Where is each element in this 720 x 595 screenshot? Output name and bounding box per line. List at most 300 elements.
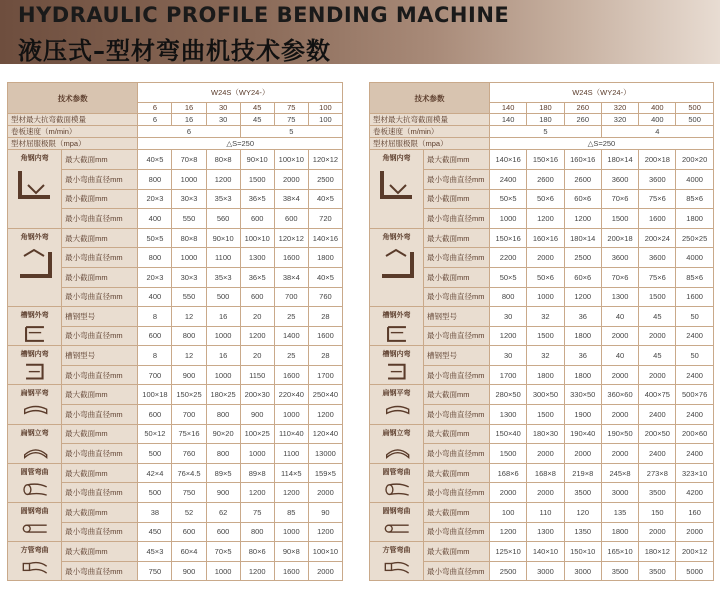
yield-value: △S=250 [138, 138, 343, 150]
section-cell [370, 424, 424, 463]
cell-value: 1000 [206, 365, 240, 385]
row-label: 最小弯曲直径mm [424, 248, 490, 268]
cell-value: 75×6 [639, 267, 676, 287]
square-tube-icon [376, 558, 418, 580]
section-cell [370, 307, 424, 346]
cell-value: 180×30 [527, 424, 564, 444]
row-label: 最小弯曲直径mm [62, 365, 138, 385]
cell-value: 1600 [274, 365, 308, 385]
section-title: 扁钢立弯 [382, 429, 411, 437]
cell-value: 600 [138, 326, 172, 346]
yield-label: 型材屈服极限（mpa） [370, 138, 490, 150]
row-label: 最小弯曲直径mm [62, 522, 138, 542]
cell-value: 2400 [676, 326, 713, 346]
section-cell [370, 150, 424, 228]
cell-value: 2400 [676, 444, 713, 464]
yield-value: △S=250 [490, 138, 714, 150]
cell-value: 200×20 [676, 150, 713, 170]
cell-value: 200×60 [676, 424, 713, 444]
cell-value: 200×50 [639, 424, 676, 444]
section-cell [370, 463, 424, 502]
cell-value: 140×16 [490, 150, 527, 170]
cell-value: 800 [206, 444, 240, 464]
cell-value: 100×10 [240, 228, 274, 248]
cell-value: 280×50 [490, 385, 527, 405]
row-label: 最大截面mm [424, 228, 490, 248]
cell-value: 168×8 [527, 463, 564, 483]
row-label: 最小弯曲直径mm [62, 209, 138, 229]
cell-value: 180×14 [564, 228, 601, 248]
cell-value: 3500 [564, 483, 601, 503]
section-cell [8, 385, 62, 424]
table-row [8, 542, 343, 562]
table-row [370, 542, 714, 562]
cell-value: 89×8 [240, 463, 274, 483]
table-row [8, 424, 343, 444]
cell-value: 700 [138, 365, 172, 385]
row-label: 最小弯曲直径mm [424, 326, 490, 346]
cell-value: 30 [490, 307, 527, 327]
cell-value: 2000 [527, 248, 564, 268]
row-label: 最小弯曲直径mm [424, 169, 490, 189]
cell-value: 750 [172, 483, 206, 503]
cell-value: 1800 [676, 209, 713, 229]
cell-value: 4200 [676, 483, 713, 503]
modulus-value: 260 [564, 114, 601, 126]
cell-value: 2400 [639, 405, 676, 425]
cell-value: 1800 [564, 326, 601, 346]
row-label: 最小截面mm [424, 267, 490, 287]
cell-value: 4000 [676, 169, 713, 189]
cell-value: 1200 [274, 483, 308, 503]
table-row [370, 503, 714, 523]
channel-outer-icon [376, 323, 418, 345]
row-label: 最小弯曲直径mm [62, 561, 138, 581]
cell-value: 330×50 [564, 385, 601, 405]
cell-value: 200×18 [601, 228, 638, 248]
header-row [370, 83, 714, 103]
spec-table-left [7, 82, 343, 581]
cell-value: 50 [676, 346, 713, 366]
section-title: 槽钢内弯 [20, 351, 49, 359]
cell-value: 36 [564, 307, 601, 327]
cell-value: 1000 [206, 561, 240, 581]
section-title: 扁钢平弯 [382, 390, 411, 398]
row-label: 最大截面mm [424, 385, 490, 405]
cell-value: 1200 [564, 287, 601, 307]
cell-value: 110 [527, 503, 564, 523]
cell-value: 150×16 [490, 228, 527, 248]
cell-value: 2500 [308, 169, 342, 189]
cell-value: 40×5 [138, 150, 172, 170]
cell-value: 70×5 [206, 542, 240, 562]
cell-value: 1200 [308, 522, 342, 542]
table-row [370, 228, 714, 248]
cell-value: 60×4 [172, 542, 206, 562]
speed-value: 5 [490, 126, 602, 138]
speed-label: 卷板速度（m/min） [370, 126, 490, 138]
modulus-value: 320 [601, 114, 638, 126]
cell-value: 250×25 [676, 228, 713, 248]
modulus-value: 75 [274, 114, 308, 126]
section-cell [370, 228, 424, 306]
model-number: 75 [274, 102, 308, 114]
round-bar-icon [14, 519, 56, 541]
cell-value: 1300 [490, 405, 527, 425]
cell-value: 1300 [240, 248, 274, 268]
cell-value: 1150 [240, 365, 274, 385]
row-label: 最大截面mm [424, 503, 490, 523]
param-label: 技术参数 [8, 83, 138, 114]
cell-value: 800 [490, 287, 527, 307]
cell-value: 100×25 [240, 424, 274, 444]
section-title: 槽钢外弯 [382, 312, 411, 320]
cell-value: 190×50 [601, 424, 638, 444]
section-title: 圆管弯曲 [382, 468, 411, 476]
cell-value: 16 [206, 307, 240, 327]
cell-value: 60×6 [564, 189, 601, 209]
cell-value: 1000 [274, 522, 308, 542]
cell-value: 1200 [240, 561, 274, 581]
model-number: 180 [527, 102, 564, 114]
cell-value: 3000 [527, 561, 564, 581]
model-number: 260 [564, 102, 601, 114]
round-tube-icon [14, 480, 56, 502]
row-label: 最大截面mm [424, 463, 490, 483]
cell-value: 2600 [564, 169, 601, 189]
modulus-row [8, 114, 343, 126]
cell-value: 800 [138, 169, 172, 189]
square-tube-icon [14, 558, 56, 580]
cell-value: 760 [308, 287, 342, 307]
cell-value: 700 [172, 405, 206, 425]
row-label: 最大截面mm [424, 542, 490, 562]
spec-table-right [369, 82, 714, 581]
cell-value: 2400 [676, 365, 713, 385]
cell-value: 38×4 [274, 267, 308, 287]
cell-value: 38×4 [274, 189, 308, 209]
cell-value: 550 [172, 287, 206, 307]
round-bar-icon [376, 519, 418, 541]
table-row [370, 424, 714, 444]
angle-outer-icon [14, 245, 56, 279]
cell-value: 2500 [490, 561, 527, 581]
cell-value: 85 [274, 503, 308, 523]
cell-value: 1200 [206, 169, 240, 189]
cell-value: 250×40 [308, 385, 342, 405]
cell-value: 1500 [490, 444, 527, 464]
section-title: 角钢外弯 [382, 233, 411, 241]
flat-bar-edge-icon [14, 441, 56, 463]
section-cell [370, 542, 424, 581]
cell-value: 32 [527, 307, 564, 327]
section-cell [370, 503, 424, 542]
row-label: 最大截面mm [62, 150, 138, 170]
cell-value: 75×16 [172, 424, 206, 444]
cell-value: 400×75 [639, 385, 676, 405]
cell-value: 114×5 [274, 463, 308, 483]
title-chinese: 液压式–型材弯曲机技术参数 [18, 37, 331, 65]
cell-value: 50×12 [138, 424, 172, 444]
cell-value: 3000 [601, 483, 638, 503]
cell-value: 180×14 [601, 150, 638, 170]
cell-value: 135 [601, 503, 638, 523]
row-label: 槽钢型号 [424, 307, 490, 327]
cell-value: 75 [240, 503, 274, 523]
cell-value: 150×16 [527, 150, 564, 170]
round-tube-icon [376, 480, 418, 502]
table-row [8, 463, 343, 483]
cell-value: 1700 [308, 365, 342, 385]
cell-value: 100×18 [138, 385, 172, 405]
cell-value: 90×10 [240, 150, 274, 170]
row-label: 最小弯曲直径mm [424, 561, 490, 581]
cell-value: 1100 [274, 444, 308, 464]
section-title: 槽钢外弯 [20, 312, 49, 320]
modulus-value: 45 [240, 114, 274, 126]
modulus-row [370, 114, 714, 126]
cell-value: 45×3 [138, 542, 172, 562]
cell-value: 1000 [240, 444, 274, 464]
cell-value: 70×6 [601, 189, 638, 209]
cell-value: 1600 [676, 287, 713, 307]
model-number: 320 [601, 102, 638, 114]
cell-value: 160 [676, 503, 713, 523]
cell-value: 900 [206, 483, 240, 503]
cell-value: 25 [274, 346, 308, 366]
cell-value: 900 [240, 405, 274, 425]
flat-bar-flat-icon [14, 401, 56, 423]
cell-value: 800 [172, 326, 206, 346]
table-row [370, 385, 714, 405]
row-label: 最大截面mm [62, 228, 138, 248]
cell-value: 600 [274, 209, 308, 229]
cell-value: 1200 [308, 405, 342, 425]
cell-value: 40 [601, 346, 638, 366]
section-cell [8, 228, 62, 306]
section-cell [370, 385, 424, 424]
cell-value: 60×6 [564, 267, 601, 287]
model-number: 30 [206, 102, 240, 114]
row-label: 最小弯曲直径mm [424, 365, 490, 385]
cell-value: 150×25 [172, 385, 206, 405]
cell-value: 1800 [527, 365, 564, 385]
cell-value: 1800 [308, 248, 342, 268]
cell-value: 76×4.5 [172, 463, 206, 483]
cell-value: 300×50 [527, 385, 564, 405]
cell-value: 500 [206, 287, 240, 307]
cell-value: 125×10 [490, 542, 527, 562]
cell-value: 1000 [274, 405, 308, 425]
cell-value: 3600 [639, 248, 676, 268]
modulus-value: 16 [172, 114, 206, 126]
cell-value: 50×5 [490, 189, 527, 209]
cell-value: 40 [601, 307, 638, 327]
cell-value: 1300 [601, 287, 638, 307]
cell-value: 50×6 [527, 267, 564, 287]
cell-value: 160×16 [527, 228, 564, 248]
cell-value: 1800 [564, 365, 601, 385]
row-label: 最小弯曲直径mm [424, 522, 490, 542]
cell-value: 2600 [527, 169, 564, 189]
modulus-value: 30 [206, 114, 240, 126]
model-number: 100 [308, 102, 342, 114]
row-label: 最小弯曲直径mm [62, 326, 138, 346]
row-label: 最小弯曲直径mm [62, 169, 138, 189]
cell-value: 450 [138, 522, 172, 542]
row-label: 最小截面mm [424, 189, 490, 209]
channel-inner-icon [376, 362, 418, 384]
cell-value: 30×3 [172, 189, 206, 209]
cell-value: 50×5 [490, 267, 527, 287]
angle-inner-icon [376, 166, 418, 200]
cell-value: 760 [172, 444, 206, 464]
cell-value: 1100 [206, 248, 240, 268]
table-row [8, 503, 343, 523]
cell-value: 25 [274, 307, 308, 327]
title-banner [0, 0, 720, 64]
cell-value: 600 [138, 405, 172, 425]
row-label: 最大截面mm [424, 424, 490, 444]
section-cell [8, 346, 62, 385]
cell-value: 110×40 [274, 424, 308, 444]
modulus-value: 100 [308, 114, 342, 126]
row-label: 最小弯曲直径mm [62, 287, 138, 307]
cell-value: 2000 [308, 483, 342, 503]
cell-value: 2000 [564, 444, 601, 464]
cell-value: 560 [206, 209, 240, 229]
table-row [8, 150, 343, 170]
cell-value: 50×5 [138, 228, 172, 248]
cell-value: 1600 [274, 248, 308, 268]
cell-value: 45 [639, 346, 676, 366]
row-label: 槽钢型号 [62, 307, 138, 327]
cell-value: 2000 [639, 522, 676, 542]
section-title: 角钢内弯 [382, 155, 411, 163]
cell-value: 2400 [490, 169, 527, 189]
cell-value: 8 [138, 307, 172, 327]
cell-value: 1000 [172, 248, 206, 268]
cell-value: 35×3 [206, 267, 240, 287]
model-number: 6 [138, 102, 172, 114]
flat-bar-flat-icon [376, 401, 418, 423]
row-label: 最大截面mm [62, 385, 138, 405]
cell-value: 90 [308, 503, 342, 523]
angle-outer-icon [376, 245, 418, 279]
cell-value: 42×4 [138, 463, 172, 483]
yield-row [370, 138, 714, 150]
modulus-value: 6 [138, 114, 172, 126]
angle-inner-icon [14, 166, 56, 200]
cell-value: 150×10 [564, 542, 601, 562]
cell-value: 50 [676, 307, 713, 327]
row-label: 最大截面mm [424, 150, 490, 170]
section-title: 角钢外弯 [20, 233, 49, 241]
cell-value: 140×16 [308, 228, 342, 248]
cell-value: 1500 [527, 326, 564, 346]
cell-value: 2200 [490, 248, 527, 268]
row-label: 最小弯曲直径mm [62, 248, 138, 268]
cell-value: 2000 [601, 365, 638, 385]
cell-value: 70×8 [172, 150, 206, 170]
cell-value: 3500 [601, 561, 638, 581]
cell-value: 1500 [240, 169, 274, 189]
cell-value: 80×8 [206, 150, 240, 170]
section-title: 圆钢弯曲 [382, 508, 411, 516]
cell-value: 52 [172, 503, 206, 523]
cell-value: 3600 [601, 248, 638, 268]
cell-value: 1900 [564, 405, 601, 425]
modulus-value: 400 [639, 114, 676, 126]
cell-value: 900 [172, 561, 206, 581]
row-label: 最大截面mm [62, 424, 138, 444]
cell-value: 2000 [639, 326, 676, 346]
speed-value: 5 [240, 126, 342, 138]
cell-value: 600 [172, 522, 206, 542]
speed-value: 6 [138, 126, 240, 138]
cell-value: 1200 [490, 522, 527, 542]
cell-value: 2000 [308, 561, 342, 581]
cell-value: 32 [527, 346, 564, 366]
row-label: 最小弯曲直径mm [424, 444, 490, 464]
cell-value: 1000 [527, 287, 564, 307]
cell-value: 1700 [490, 365, 527, 385]
section-title: 扁钢平弯 [20, 390, 49, 398]
cell-value: 3500 [639, 561, 676, 581]
section-title: 方管弯曲 [20, 547, 49, 555]
cell-value: 800 [138, 248, 172, 268]
cell-value: 12 [172, 307, 206, 327]
model-number: 16 [172, 102, 206, 114]
row-label: 槽钢型号 [424, 346, 490, 366]
cell-value: 62 [206, 503, 240, 523]
cell-value: 1200 [527, 209, 564, 229]
row-label: 最大截面mm [62, 463, 138, 483]
speed-value: 4 [601, 126, 713, 138]
cell-value: 36×5 [240, 267, 274, 287]
cell-value: 28 [308, 346, 342, 366]
model-title: W24S（WY24-） [138, 83, 343, 103]
cell-value: 600 [240, 287, 274, 307]
cell-value: 4000 [676, 248, 713, 268]
cell-value: 1600 [308, 326, 342, 346]
section-title: 角钢内弯 [20, 155, 49, 163]
cell-value: 900 [172, 365, 206, 385]
cell-value: 85×6 [676, 267, 713, 287]
cell-value: 120×40 [308, 424, 342, 444]
cell-value: 1200 [240, 326, 274, 346]
row-label: 最小弯曲直径mm [424, 209, 490, 229]
row-label: 最小截面mm [62, 267, 138, 287]
cell-value: 120 [564, 503, 601, 523]
cell-value: 2000 [601, 326, 638, 346]
section-cell [8, 463, 62, 502]
modulus-value: 140 [490, 114, 527, 126]
cell-value: 36 [564, 346, 601, 366]
cell-value: 600 [240, 209, 274, 229]
section-cell [8, 424, 62, 463]
cell-value: 5000 [676, 561, 713, 581]
title-english: HYDRAULIC PROFILE BENDING MACHINE [18, 3, 510, 27]
model-number: 500 [676, 102, 713, 114]
flat-bar-edge-icon [376, 441, 418, 463]
model-number: 140 [490, 102, 527, 114]
speed-row [8, 126, 343, 138]
cell-value: 200×12 [676, 542, 713, 562]
model-number: 45 [240, 102, 274, 114]
cell-value: 800 [206, 405, 240, 425]
row-label: 最小弯曲直径mm [424, 405, 490, 425]
